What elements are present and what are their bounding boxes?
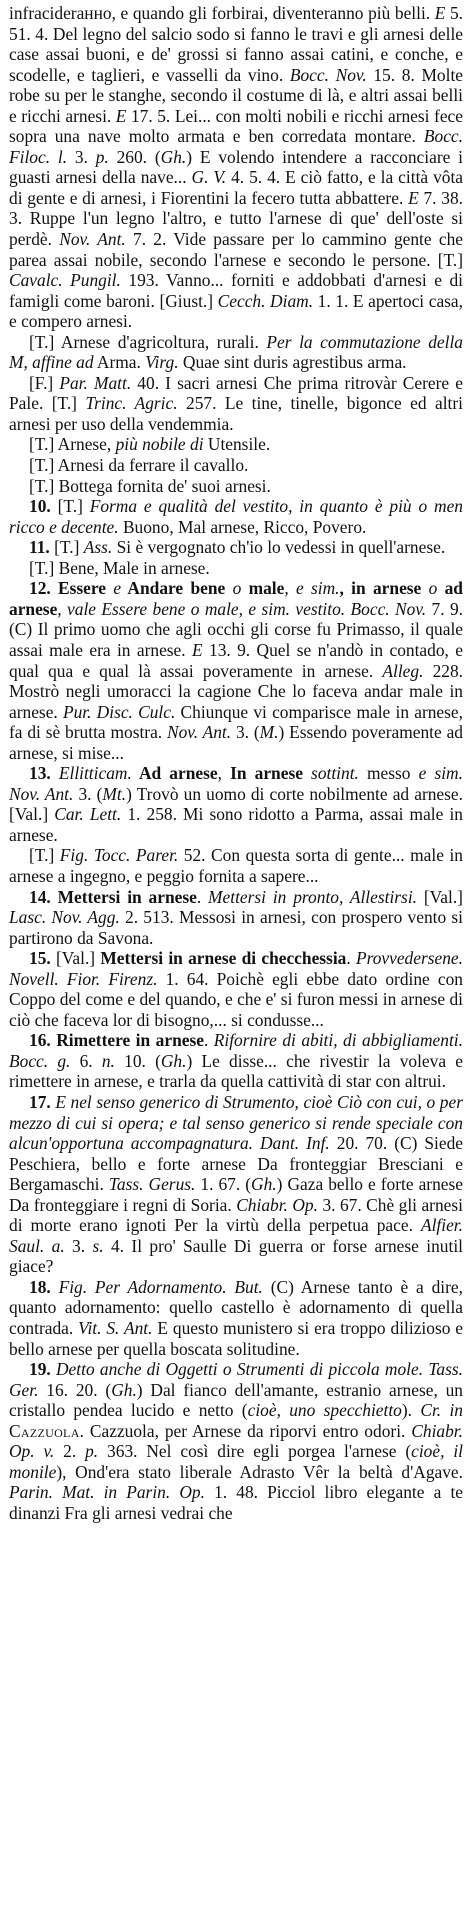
text-run: Ass.: [83, 537, 113, 558]
text-run: M.: [259, 722, 279, 743]
text-run: 4. 5. 4. E ciò fatto, e la città vôta di gente e di arnesi, i Fiorentini la fecero tutta abbattere.: [9, 167, 464, 208]
text-run: [Val.]: [55, 948, 101, 969]
text-run: Cr. in: [420, 1400, 463, 1421]
sense-12: [9, 578, 463, 763]
text-run: Ellitticam.: [58, 763, 132, 784]
text-run: 257. Le tine, tinelle, bigonce ed altri arnesi per uso della vendemmia.: [9, 393, 464, 434]
text-run: 6.: [70, 1050, 102, 1071]
text-run: [T.] Bene, Male in arnese.: [29, 557, 210, 578]
text-run: ad arnese: [9, 578, 463, 619]
sense-17: [9, 1092, 463, 1277]
text-run: 18.: [29, 1276, 59, 1297]
text-run: In arnese: [230, 763, 303, 784]
text-run: E: [115, 105, 127, 126]
text-run: 17.: [29, 1091, 56, 1112]
text-run: 260. (: [108, 146, 161, 167]
text-run: 12. Essere: [29, 578, 114, 599]
text-run: G. V.: [191, 167, 227, 188]
text-run: sottint.: [302, 763, 359, 784]
text-run: Chiabr. Op. v.: [9, 1420, 463, 1462]
sense-11-example: [9, 558, 463, 579]
sense-rural-tools: [9, 332, 463, 373]
text-run: Andare bene: [121, 578, 233, 599]
text-run: 40. I sacri arnesi Che prima ritrovàr Cerere e Pale. [T.]: [9, 372, 463, 414]
sense-19: [9, 1359, 463, 1523]
text-run: Alleg.: [382, 660, 424, 681]
text-run: 16. Rimettere in arnese: [29, 1030, 204, 1051]
text-run: Arma.: [93, 352, 146, 373]
text-run: ) Dal fianco dell'amante, estranio arnese, un cristallo pendea lucido e netto (: [9, 1379, 464, 1421]
text-run: 14. Mettersi in arnese: [29, 886, 197, 907]
text-run: 11.: [29, 537, 55, 558]
text-run: o: [428, 578, 438, 599]
text-run: Trinc. Agric.: [85, 393, 178, 414]
text-run: But.: [234, 1276, 263, 1297]
text-run: Per la commutazione della M, affine ad: [9, 331, 464, 373]
text-run: Bocc. Filoc. l.: [9, 126, 463, 167]
text-run: 3. (: [73, 783, 103, 804]
text-run: 2.: [54, 1441, 86, 1462]
text-run: Tass. Ger.: [9, 1359, 463, 1400]
text-run: Alfier. Saul.: [9, 1215, 463, 1256]
text-run: E: [434, 3, 446, 23]
text-run: 15.: [29, 948, 56, 969]
text-run: . Cazzuola, per Arnese da riporvi entro odori.: [79, 1420, 412, 1441]
sense-sacred-tools: [9, 373, 463, 435]
text-run: e sim.: [418, 763, 463, 784]
text-run: 15. 8. Molte robe su per le stanghe, secondo il costume di là, e altri assai belli e ricchi arnesi.: [9, 64, 463, 126]
text-run: Nov. Ant.: [59, 229, 126, 250]
entry-paragraph: [9, 3, 463, 332]
text-run: 1. 1. E apertoci casa, e compero arnesi.: [9, 290, 463, 332]
text-run: [T.] Arnese d'agricoltura, rurali.: [29, 331, 267, 352]
text-run: Gh.: [111, 1379, 137, 1400]
text-run: infraciderанно, e quando gli forbirai, diventeranno più belli.: [9, 3, 435, 23]
text-run: Fig. Tocc. Parer.: [59, 845, 179, 866]
text-run: 3. (: [231, 722, 260, 743]
text-run: 1. 64. Poichè egli ebbe dato ordine con Coppo del come e del quando, e che e' si furon messi in arnese di ciò che faceva lor di bisogno,... si condusse...: [9, 968, 463, 1030]
sense-noble-utensil: [9, 434, 463, 455]
text-run: Quae sint duris agrestibus arma.: [178, 352, 407, 373]
text-run: Mettersi in pronto, Allestirsi.: [208, 886, 418, 907]
sense-14: [9, 887, 463, 949]
text-run: 16. 20. (: [38, 1379, 112, 1400]
text-run: n.: [101, 1050, 115, 1071]
text-run: 3.: [64, 1235, 93, 1256]
text-run: Chiabr. Op.: [236, 1194, 318, 1215]
text-run: E nel senso generico di Strumento, cioè Ciò con cui, o per mezzo di cui si opera; e tal senso generico si rende speciale con alcun'opportuna accompagnatura.: [9, 1091, 463, 1154]
text-run: , e sim.: [284, 578, 340, 599]
text-run: Gh.: [160, 146, 187, 167]
text-run: Bocc. Nov.: [350, 598, 427, 619]
text-run: 17. 5. Lei... con molti nobili e ricchi arnesi fece sopra una nave molto armata e ben corredata montare.: [9, 105, 463, 147]
text-run: Detto anche di Oggetti o Strumenti di piccola mole.: [56, 1359, 424, 1380]
text-run: 193. Vanno... forniti e addobbati d'arnesi e di famigli come baroni. [Giust.]: [9, 270, 463, 311]
text-run: .: [203, 1030, 214, 1051]
text-run: Utensile.: [203, 434, 271, 455]
text-run: Gh.: [251, 1174, 277, 1195]
text-run: a.: [51, 1235, 65, 1256]
text-run: ) Gaza bello e forte arnese Da fronteggiare i regni di Soria.: [9, 1174, 463, 1215]
text-run: 20. 70. (C) Siede Peschiera, bello e forte arnese Da fronteggiar Bresciani e Bergamaschi.: [9, 1133, 463, 1195]
text-run: 228. Mostrò negli umoracci la cagione Che lo faceva andar male in arnese.: [9, 660, 464, 722]
sense-10: [9, 496, 463, 537]
sense-16: [9, 1030, 463, 1092]
text-run: Lasc. Nov. Agg.: [9, 907, 120, 928]
text-run: 4. Il pro' Saulle Di guerra or forse arnese inutil giace?: [9, 1235, 463, 1277]
text-run: p.: [85, 1441, 99, 1462]
sense-horse-shoeing: [9, 455, 463, 476]
text-run: 10.: [29, 496, 58, 517]
text-run: ) Essendo poveramente ad arnese, si mise...: [9, 722, 463, 763]
text-run: cioè, uno specchietto: [247, 1400, 402, 1421]
text-run: [T.] Bottega fornita de' suoi arnesi.: [29, 475, 271, 496]
text-run: Si è vergognato ch'io lo vedessi in quell'arnese.: [112, 537, 446, 558]
text-run: 3.: [67, 146, 96, 167]
text-run: Parin. Mat. in Parin. Op.: [9, 1482, 205, 1503]
text-run: Ad arnese: [131, 763, 218, 784]
text-run: [T.]: [54, 537, 84, 558]
text-run: ,: [217, 763, 231, 784]
text-run: Cavalc. Pungil.: [9, 270, 121, 291]
text-run: Pur. Disc. Culc.: [62, 701, 176, 722]
text-run: ), Ond'era stato liberale Adrasto Vêr la beltà d'Agave.: [56, 1461, 463, 1482]
text-run: Fig. Per Adornamento.: [58, 1276, 227, 1297]
text-run: Nov. Ant.: [9, 783, 74, 804]
text-run: 3. 67. Chè gli arnesi di morte erano ignoti Per la virtù della perpetua pace.: [9, 1194, 463, 1236]
text-run: ) E volendo intendere a racconciare i guasti arnesi della nave...: [9, 146, 463, 188]
text-run: 13.: [29, 763, 59, 784]
text-run: 52. Con questa sorta di gente... male in arnese a ingegno, e peggio fornita a sapere...: [9, 845, 464, 886]
text-run: Tass. Gerus.: [108, 1174, 196, 1195]
text-run: 1. 67. (: [195, 1174, 252, 1195]
text-run: 1. 48. Picciol libro elegante a te dinanzi Fra gli arnesi vedrai che: [9, 1482, 464, 1523]
text-run: 10. (: [114, 1050, 161, 1071]
text-run: Vit. S. Ant.: [78, 1318, 153, 1338]
sense-13: [9, 763, 463, 845]
text-run: Virg.: [145, 352, 179, 373]
text-run: 13. 9. Quel se n'andò in contado, e qual qua e qual là assai poveramente in arnese.: [9, 639, 463, 681]
text-run: E questo munistero si era troppo dilizioso e bello arnese per quella boscata solitudine.: [9, 1318, 464, 1359]
text-run: Buono, Mal arnese, Ricco, Povero.: [118, 516, 367, 537]
text-run: 7. 2. Vide passare per lo cammino gente che parea assai nobile, secondo l'arnese e secondo le persone. [T.]: [9, 229, 463, 270]
text-run: E: [408, 187, 419, 208]
text-run: [T.]: [57, 496, 90, 517]
text-run: [253, 1133, 260, 1153]
text-run: 2. 513. Messosi in arnesi, con prospero vento si partirono da Savona.: [9, 907, 463, 948]
text-run: p.: [95, 146, 109, 167]
text-run: [T.]: [29, 845, 60, 866]
text-run: [F.]: [29, 372, 60, 393]
text-run: 7. 9. (C) Il primo uomo che agli occhi gli corse fu Primasso, il quale assai male era in arnese.: [9, 598, 463, 660]
text-run: [T.] Arnesi da ferrare il cavallo.: [29, 455, 249, 476]
sense-18: [9, 1277, 463, 1359]
text-run: cioè, il monile: [9, 1441, 463, 1482]
text-run: o: [232, 578, 242, 599]
text-run: Chiunque vi comparisce male in arnese, fa di sè brutta mostra.: [9, 701, 463, 743]
text-run: più nobile di: [115, 434, 204, 455]
text-run: Forma e qualità del vestito, in quanto è più o men ricco e decente.: [9, 496, 464, 537]
text-run: , vale Essere bene o male, e sim. vestito.: [57, 598, 346, 619]
text-run: messo: [358, 763, 419, 784]
sense-shop: [9, 476, 463, 497]
text-run: Mt.: [102, 783, 127, 804]
text-run: Provvedersene.: [355, 948, 463, 969]
text-run: .: [346, 948, 356, 969]
text-run: [Val.]: [417, 886, 463, 907]
text-run: 363. Nel così dire egli porgea l'arnese (: [98, 1441, 412, 1462]
text-run: 1. 258. Mi sono ridotto a Parma, assai male in arnese.: [9, 804, 463, 845]
text-run: Bocc. g.: [9, 1050, 71, 1071]
text-run: ) Trovò un uomo di corte nobilmente ad arnese. [Val.]: [9, 783, 463, 825]
sense-13-figurative: [9, 845, 463, 886]
text-run: Cecch. Diam.: [217, 290, 314, 311]
text-run: Nov. Ant.: [167, 722, 232, 743]
text-run: , in arnese: [339, 578, 429, 599]
text-run: ) Le disse... che rivestir la voleva e rimettere in arnese, e trarla da quella cattività di star con altrui.: [9, 1050, 463, 1092]
text-run: .: [196, 886, 209, 907]
text-run: Par. Matt.: [59, 372, 132, 393]
text-run: Mettersi in arnese di checchessia: [100, 948, 347, 969]
text-run: Cazzuola: [9, 1420, 80, 1441]
text-run: ).: [401, 1400, 421, 1421]
text-run: Novell. Fior. Firenz.: [9, 968, 158, 989]
text-run: E: [192, 639, 203, 660]
text-run: Gh.: [160, 1050, 187, 1071]
text-run: s.: [92, 1235, 104, 1256]
sense-11: [9, 537, 463, 558]
text-run: Car. Lett.: [54, 804, 122, 825]
text-run: [T.] Arnese,: [29, 434, 116, 455]
text-run: 5. 51. 4. Del legno del salcio sodo si fanno le travi e gli arnesi delle case assai buoni, e de' grossi si fanno assai catini, e conche, e scodelle, e taglieri, e vasselli da vino.: [9, 3, 463, 85]
text-run: 19.: [29, 1359, 56, 1380]
text-run: 7. 38. 3. Ruppe l'un legno l'altro, e tutto l'arnese di que' dell'oste si perdè.: [9, 187, 463, 250]
text-run: male: [241, 578, 285, 599]
text-run: (C) Arnese tanto è a dire, quanto adornamento: quello castello è adornamento di quella contrada.: [9, 1276, 463, 1338]
text-run: [44, 1236, 51, 1256]
sense-15: [9, 948, 463, 1030]
text-run: e: [113, 578, 122, 599]
text-run: Rifornire di abiti, di abbigliamenti.: [213, 1030, 463, 1051]
text-run: Dant. Inf.: [260, 1133, 330, 1154]
text-run: Bocc. Nov.: [289, 64, 367, 85]
